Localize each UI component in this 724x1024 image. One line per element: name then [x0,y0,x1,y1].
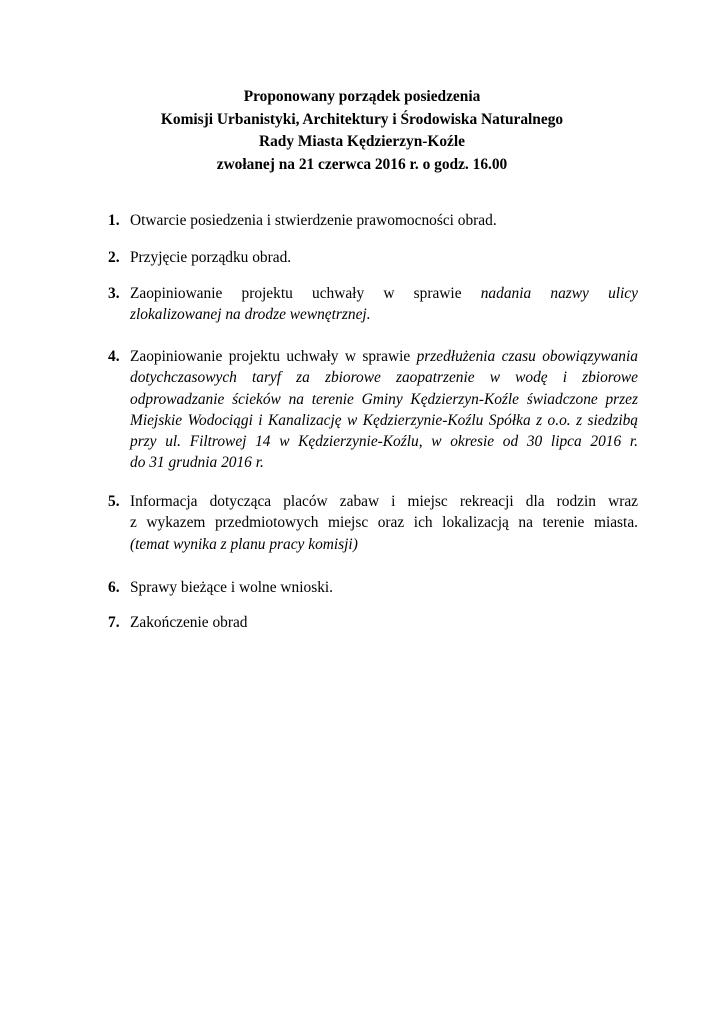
agenda-item-text: Zakończenie obrad [130,614,248,631]
agenda-item-text: Zaopiniowanie projektu uchwały w sprawie przedłużenia czasu obowiązywania dotychczasowych taryf za zbiorowe zaopatrzenie w wodę i zbiorowe odprowadzanie ścieków na terenie Gminy Kędzierzyn-Koźle świadczone przez Miejskie Wodociągi i Kanalizację w Kędzierzynie-Koźlu Spółka z o.o. z siedzibą przy ul. Filtrowej 14 w Kędzierzynie-Koźlu, w okresie od 30 lipca 2016 r. do 31 grudnia 2016 r. [130,348,638,472]
agenda-item-number: 6. [108,579,120,596]
agenda-item-text: Przyjęcie porządku obrad. [130,249,292,266]
agenda-item-number: 7. [108,614,120,631]
header-date: zwołanej na 21 czerwca 2016 r. o godz. 16.00 [216,155,508,173]
header-council: Rady Miasta Kędzierzyn-Koźle [258,133,465,150]
agenda-item-number: 1. [108,212,120,229]
agenda-item-text: Otwarcie posiedzenia i stwierdzenie prawomocności obrad. [130,212,497,229]
agenda-item-text: Zaopiniowanie projektu uchwały w sprawie nadania nazwy ulicy zlokalizowanej na drodze wewnętrznej. [130,285,638,324]
agenda-item-number: 3. [108,285,120,302]
header-title: Proponowany porządek posiedzenia [243,88,481,105]
agenda-item-number: 4. [108,348,120,365]
agenda-item-text: Sprawy bieżące i wolne wnioski. [130,579,334,596]
document-header [0,86,724,176]
agenda-item-number: 2. [108,249,120,266]
agenda-item-text: Informacja dotycząca placów zabaw i miejsc rekreacji dla rodzin wraz z wykazem przedmiotowych miejsc oraz ich lokalizacją na terenie miasta. (temat wynika z planu pracy komisji) [130,493,638,553]
header-committee: Komisji Urbanistyki, Architektury i Środowiska Naturalnego [160,110,564,128]
agenda-item-number: 5. [108,493,120,510]
